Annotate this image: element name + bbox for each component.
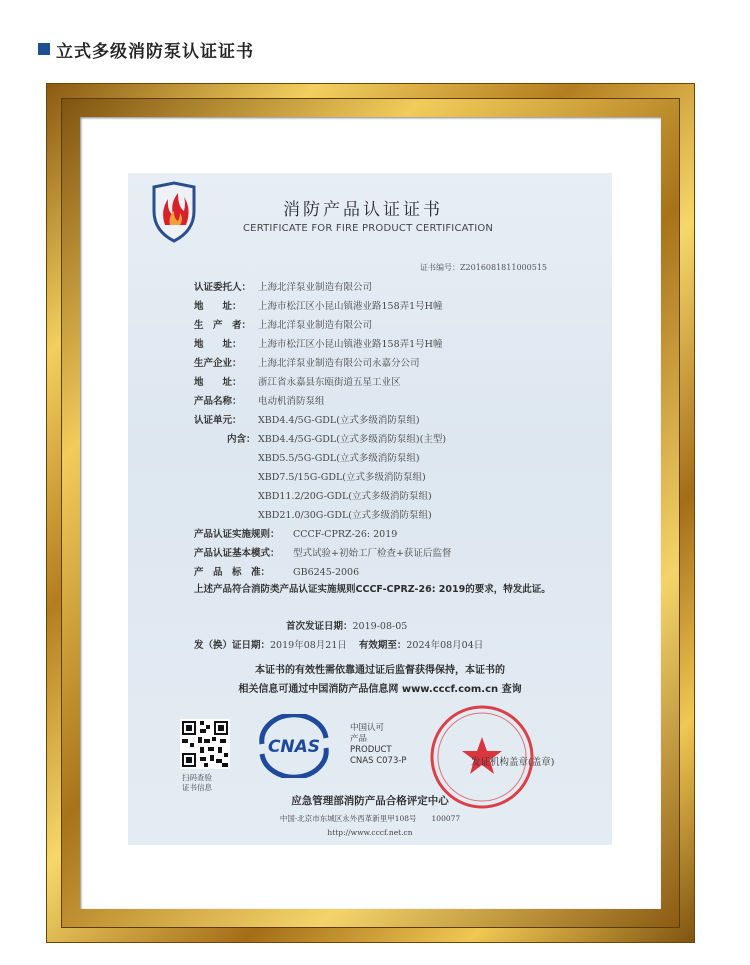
- certificate-statement: 上述产品符合消防类产品认证实施规则CCCF-CPRZ-26: 2019的要求，特发此证。: [194, 584, 551, 595]
- field-manufacturer: 生 产 者： 上海北洋泵业制造有限公司: [194, 320, 373, 331]
- issuer-address: 中国·北京市东城区永外西革新里甲108号 100077: [279, 814, 461, 823]
- issuer-website: http://www.cccf.net.cn: [327, 828, 413, 837]
- field-first-issue-date: 首次发证日期：2019-08-05: [286, 621, 408, 632]
- contains-item: XBD11.2/20G-GDL(立式多级消防泵组): [258, 491, 432, 502]
- cnas-accreditation-text: 中国认可 产品 PRODUCT CNAS C073-P: [350, 723, 407, 766]
- validity-note-line-2: 相关信息可通过中国消防产品信息网 www.cccf.com.cn 查询: [238, 684, 522, 695]
- field-product-name: 产品名称： 电动机消防泵组: [194, 396, 325, 407]
- qr-code-icon: [180, 719, 230, 769]
- qr-caption: 扫码查验 证书信息: [182, 773, 212, 792]
- page-title: 立式多级消防泵认证证书: [56, 41, 254, 62]
- field-applicant-address: 地 址： 上海市松江区小昆山镇港业路158弄1号H幢: [194, 301, 443, 312]
- field-mode: 产品认证基本模式： 型式试验+初始工厂检查+获证后监督: [194, 548, 452, 559]
- field-rules: 产品认证实施规则： CCCF-CPRZ-26: 2019: [194, 529, 398, 540]
- field-cert-unit: 认证单元： XBD4.4/5G-GDL(立式多级消防泵组): [194, 415, 420, 426]
- contains-item: XBD21.0/30G-GDL(立式多级消防泵组): [258, 510, 432, 521]
- certificate-title-en: CERTIFICATE FOR FIRE PRODUCT CERTIFICATION: [243, 223, 494, 234]
- fire-shield-emblem-icon: [148, 181, 200, 243]
- certificate-title-cn: 消防产品认证证书: [283, 200, 443, 220]
- certificate-number: 证书编号：Z2016081811000515: [420, 263, 547, 272]
- heading-square-icon: [38, 43, 50, 55]
- contains-item: XBD5.5/5G-GDL(立式多级消防泵组): [258, 453, 420, 464]
- contains-item: XBD7.5/15G-GDL(立式多级消防泵组): [258, 472, 426, 483]
- field-factory-address: 地 址： 浙江省永嘉县东瓯街道五星工业区: [194, 377, 401, 388]
- svg-text:CNAS: CNAS: [267, 737, 321, 757]
- field-manufacturer-address: 地 址： 上海市松江区小昆山镇港业路158弄1号H幢: [194, 339, 443, 350]
- issuing-authority: 应急管理部消防产品合格评定中心: [291, 795, 449, 807]
- validity-note-line-1: 本证书的有效性需依靠通过证后监督获得保持，本证书的: [255, 665, 505, 676]
- field-contains: 内含： XBD4.4/5G-GDL(立式多级消防泵组)(主型): [227, 434, 447, 445]
- page-heading: [38, 38, 254, 60]
- cnas-logo-icon: [254, 714, 334, 778]
- field-factory: 生产企业： 上海北洋泵业制造有限公司永嘉分公司: [194, 358, 420, 369]
- seal-note: 发证机构盖章(盖章): [471, 757, 555, 768]
- field-reissue-date: 发（换）证日期：2019年08月21日 有效期至：2024年08月04日: [194, 640, 484, 651]
- field-standard: 产 品 标 准： GB6245-2006: [194, 567, 360, 578]
- certificate-image: [128, 173, 612, 845]
- field-applicant: 认证委托人： 上海北洋泵业制造有限公司: [194, 282, 373, 293]
